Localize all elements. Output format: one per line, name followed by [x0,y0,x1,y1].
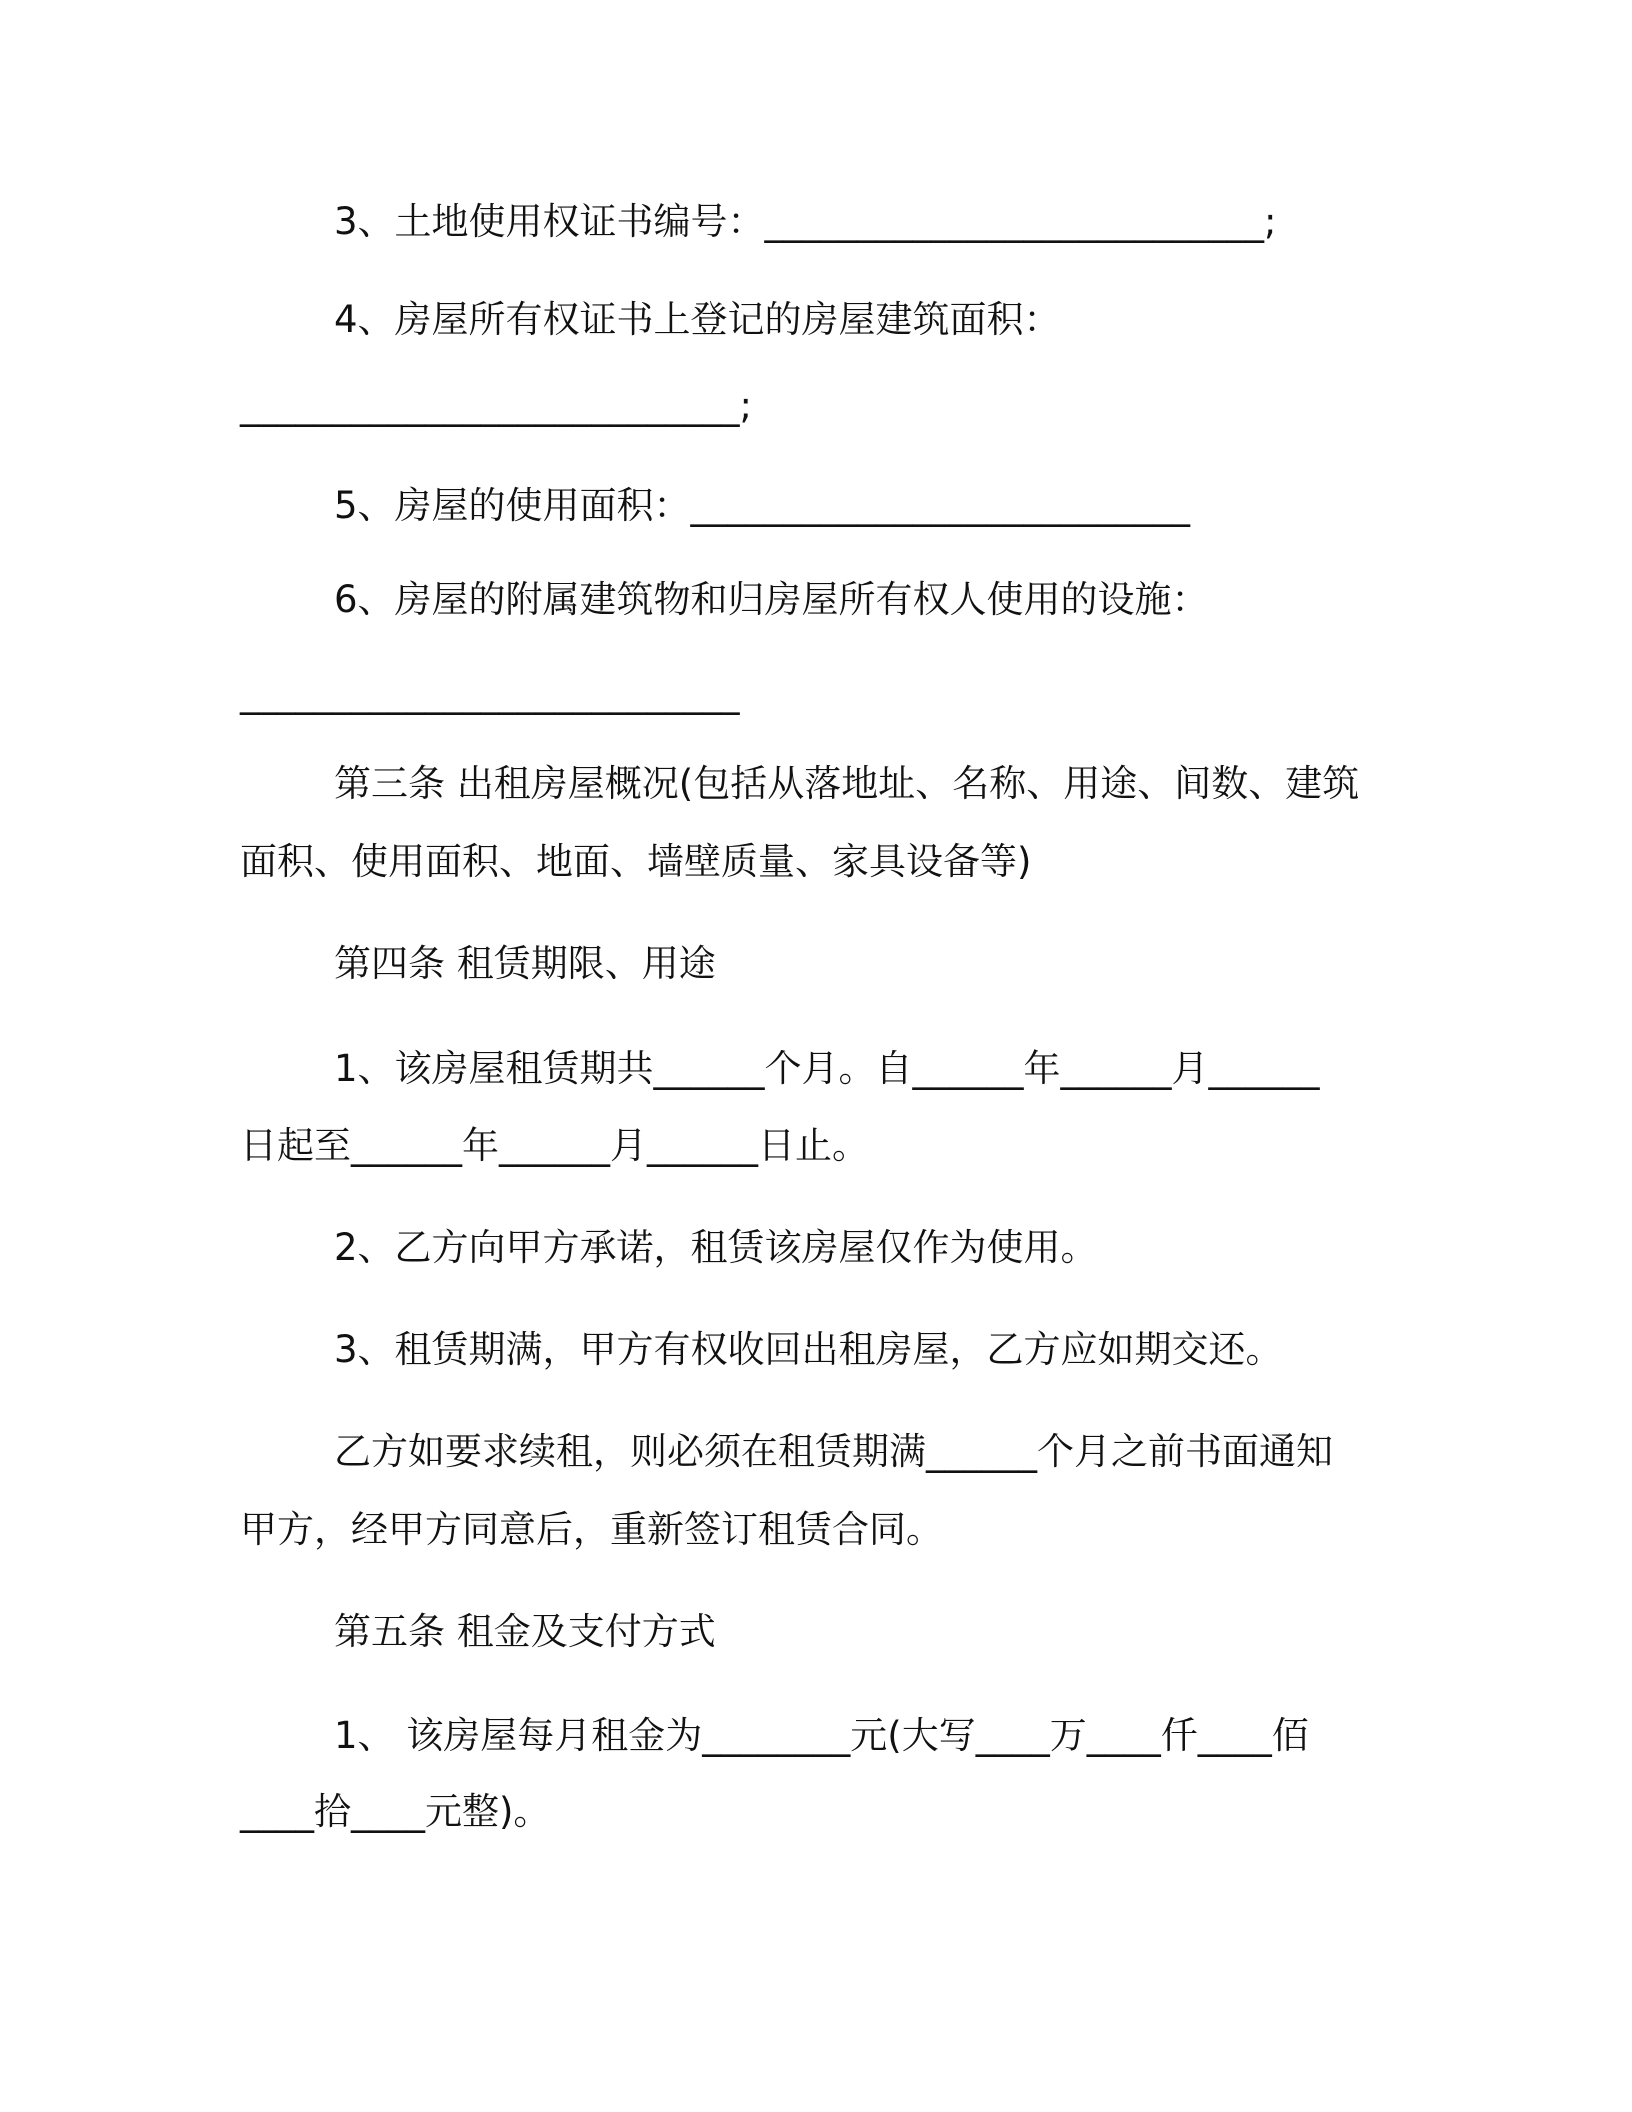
clause-usage-promise: 2、乙方向甲方承诺，租赁该房屋仅作为使用。 [334,1226,1098,1269]
article-3-heading: 第三条 出租房屋概况(包括从落地址、名称、用途、间数、建筑 [334,762,1360,805]
clause-lease-expiry: 3、租赁期满，甲方有权收回出租房屋，乙方应如期交还。 [334,1328,1283,1371]
clause-monthly-rent: 1、 该房屋每月租金为________元(大写____万____仟____佰 [334,1714,1309,1757]
clause-usable-area: 5、房屋的使用面积：___________________________ [334,484,1191,527]
clause-building-area-blank: ___________________________; [240,384,752,427]
article-3-continuation: 面积、使用面积、地面、墙壁质量、家具设备等) [240,840,1032,883]
clause-ancillary-blank: ___________________________ [240,672,740,715]
clause-renewal-continuation: 甲方，经甲方同意后，重新签订租赁合同。 [240,1508,943,1551]
article-5-heading: 第五条 租金及支付方式 [334,1610,716,1653]
clause-land-certificate-number: 3、土地使用权证书编号：___________________________; [334,200,1277,243]
clause-monthly-rent-continuation: ____拾____元整)。 [240,1790,551,1833]
article-4-heading: 第四条 租赁期限、用途 [334,942,716,985]
clause-lease-term: 1、该房屋租赁期共______个月。自______年______月______ [334,1047,1320,1090]
clause-lease-term-continuation: 日起至______年______月______日止。 [240,1124,869,1167]
clause-renewal: 乙方如要求续租，则必须在租赁期满______个月之前书面通知 [334,1430,1333,1473]
clause-ancillary-facilities: 6、房屋的附属建筑物和归房屋所有权人使用的设施： [334,578,1209,621]
clause-building-area: 4、房屋所有权证书上登记的房屋建筑面积： [334,298,1061,341]
